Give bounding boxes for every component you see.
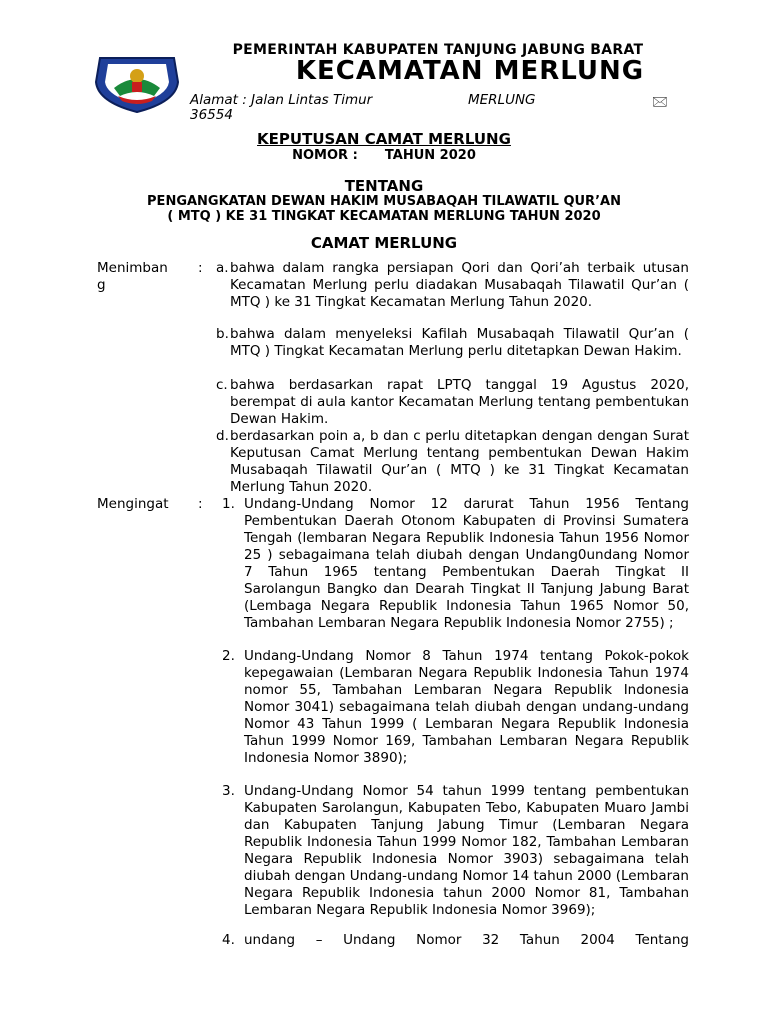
menimbang-item: bahwa dalam rangka persiapan Qori dan Qori’ah terbaik utusan Kecamatan Merlung perlu diadakan Musabaqah Tilawatil Qur’an ( MTQ ) ke 31 Tingkat Kecamatan Merlung Tahun 2020. <box>230 260 689 310</box>
decree-title: KEPUTUSAN CAMAT MERLUNG <box>257 130 511 148</box>
decree-number: NOMOR : TAHUN 2020 <box>292 148 476 163</box>
menimbang-item: berdasarkan poin a, b dan c perlu ditetapkan dengan dengan Surat Keputusan Camat Merlung tentang pembentukan Dewan Hakim Musabaqah Tilawatil Qur’an ( MTQ ) ke 31 Tingkat Kecamatan Merlung Tahun 2020. <box>230 428 689 495</box>
mengingat-colon: : <box>198 496 203 512</box>
government-name: PEMERINTAH KABUPATEN TANJUNG JABUNG BARAT <box>232 42 644 58</box>
mengingat-item: undang – Undang Nomor 32 Tahun 2004 Tentang <box>244 932 689 948</box>
address-block <box>190 92 668 123</box>
mengingat-label: Mengingat <box>97 496 169 512</box>
address-street: Alamat : Jalan Lintas Timur <box>190 92 373 108</box>
mengingat-marker: 3. <box>222 783 235 799</box>
menimbang-marker: c. <box>216 377 228 393</box>
address-place: MERLUNG <box>468 92 536 108</box>
menimbang-colon: : <box>198 260 203 276</box>
district-name: KECAMATAN MERLUNG <box>295 56 645 86</box>
menimbang-marker: b. <box>216 326 229 342</box>
mengingat-marker: 1. <box>222 496 235 512</box>
mengingat-marker: 2. <box>222 648 235 664</box>
tentang-heading: TENTANG <box>344 177 424 195</box>
envelope-icon: 🖂 <box>652 94 668 110</box>
mengingat-item: Undang-Undang Nomor 54 tahun 1999 tentang pembentukan Kabupaten Sarolangun, Kabupaten Tebo, Kabupaten Muaro Jambi dan Kabupaten Tanjung Jabung Timur (Lembaran Negara Republik Indonesia Tahun 1999 Nomor 182, Tambahan Lembaran Negara Republik Indonesia Nomor 3903) sebagaimana telah diubah dengan Undang-undang Nomor 14 tahun 2000 (Lembaran Negara Republik Indonesia tahun 2000 Nomor 81, Tambahan Lembaran Negara Republik Indonesia Nomor 3969); <box>244 783 689 918</box>
subject-line-2: ( MTQ ) KE 31 TINGKAT KECAMATAN MERLUNG TAHUN 2020 <box>167 209 601 224</box>
decree-title-wrap <box>60 130 708 148</box>
regency-emblem <box>92 52 182 114</box>
official-heading: CAMAT MERLUNG <box>310 234 458 252</box>
mengingat-item: Undang-Undang Nomor 12 darurat Tahun 1956 Tentang Pembentukan Daerah Otonom Kabupaten di Provinsi Sumatera Tengah (lembaran Negara Republik Indonesia Tahun 1956 Nomor 25 ) sebagaimana telah diubah dengan Undang0undang Nomor 7 Tahun 1965 tentang Pembentukan Daerah Tingkat II Sarolangun Bangko dan Dearah Tingkat II Tanjung Jabung Barat (Lembaga Negara Republik Indonesia Tahun 1965 Nomor 50, Tambahan Lembaran Negara Republik Indonesia Nomor 2755) ; <box>244 496 689 631</box>
mengingat-marker: 4. <box>222 932 235 948</box>
menimbang-item: bahwa dalam menyeleksi Kafilah Musabaqah Tilawatil Qur’an ( MTQ ) Tingkat Kecamatan Merlung perlu ditetapkan Dewan Hakim. <box>230 326 689 359</box>
postal-code: 36554 <box>190 107 233 123</box>
mengingat-item: Undang-Undang Nomor 8 Tahun 1974 tentang Pokok-pokok kepegawaian (Lembaran Negara Republik Indonesia Tahun 1974 nomor 55, Tambahan Lembaran Negara Republik Indonesia Nomor 3041) sebagaimana telah diubah dengan undang-undang Nomor 43 Tahun 1999 ( Lembaran Negara Republik Indonesia Tahun 1999 Nomor 169, Tambahan Lembaran Negara Republik Indonesia Nomor 3890); <box>244 648 689 766</box>
menimbang-item: bahwa berdasarkan rapat LPTQ tanggal 19 Agustus 2020, berempat di aula kantor Kecamatan Merlung tentang pembentukan Dewan Hakim. <box>230 377 689 427</box>
subject-line-1: PENGANGKATAN DEWAN HAKIM MUSABAQAH TILAWATIL QUR’AN <box>147 194 621 209</box>
menimbang-marker: a. <box>216 260 229 276</box>
menimbang-label: Menimban g <box>97 260 168 293</box>
menimbang-marker: d. <box>216 428 229 444</box>
